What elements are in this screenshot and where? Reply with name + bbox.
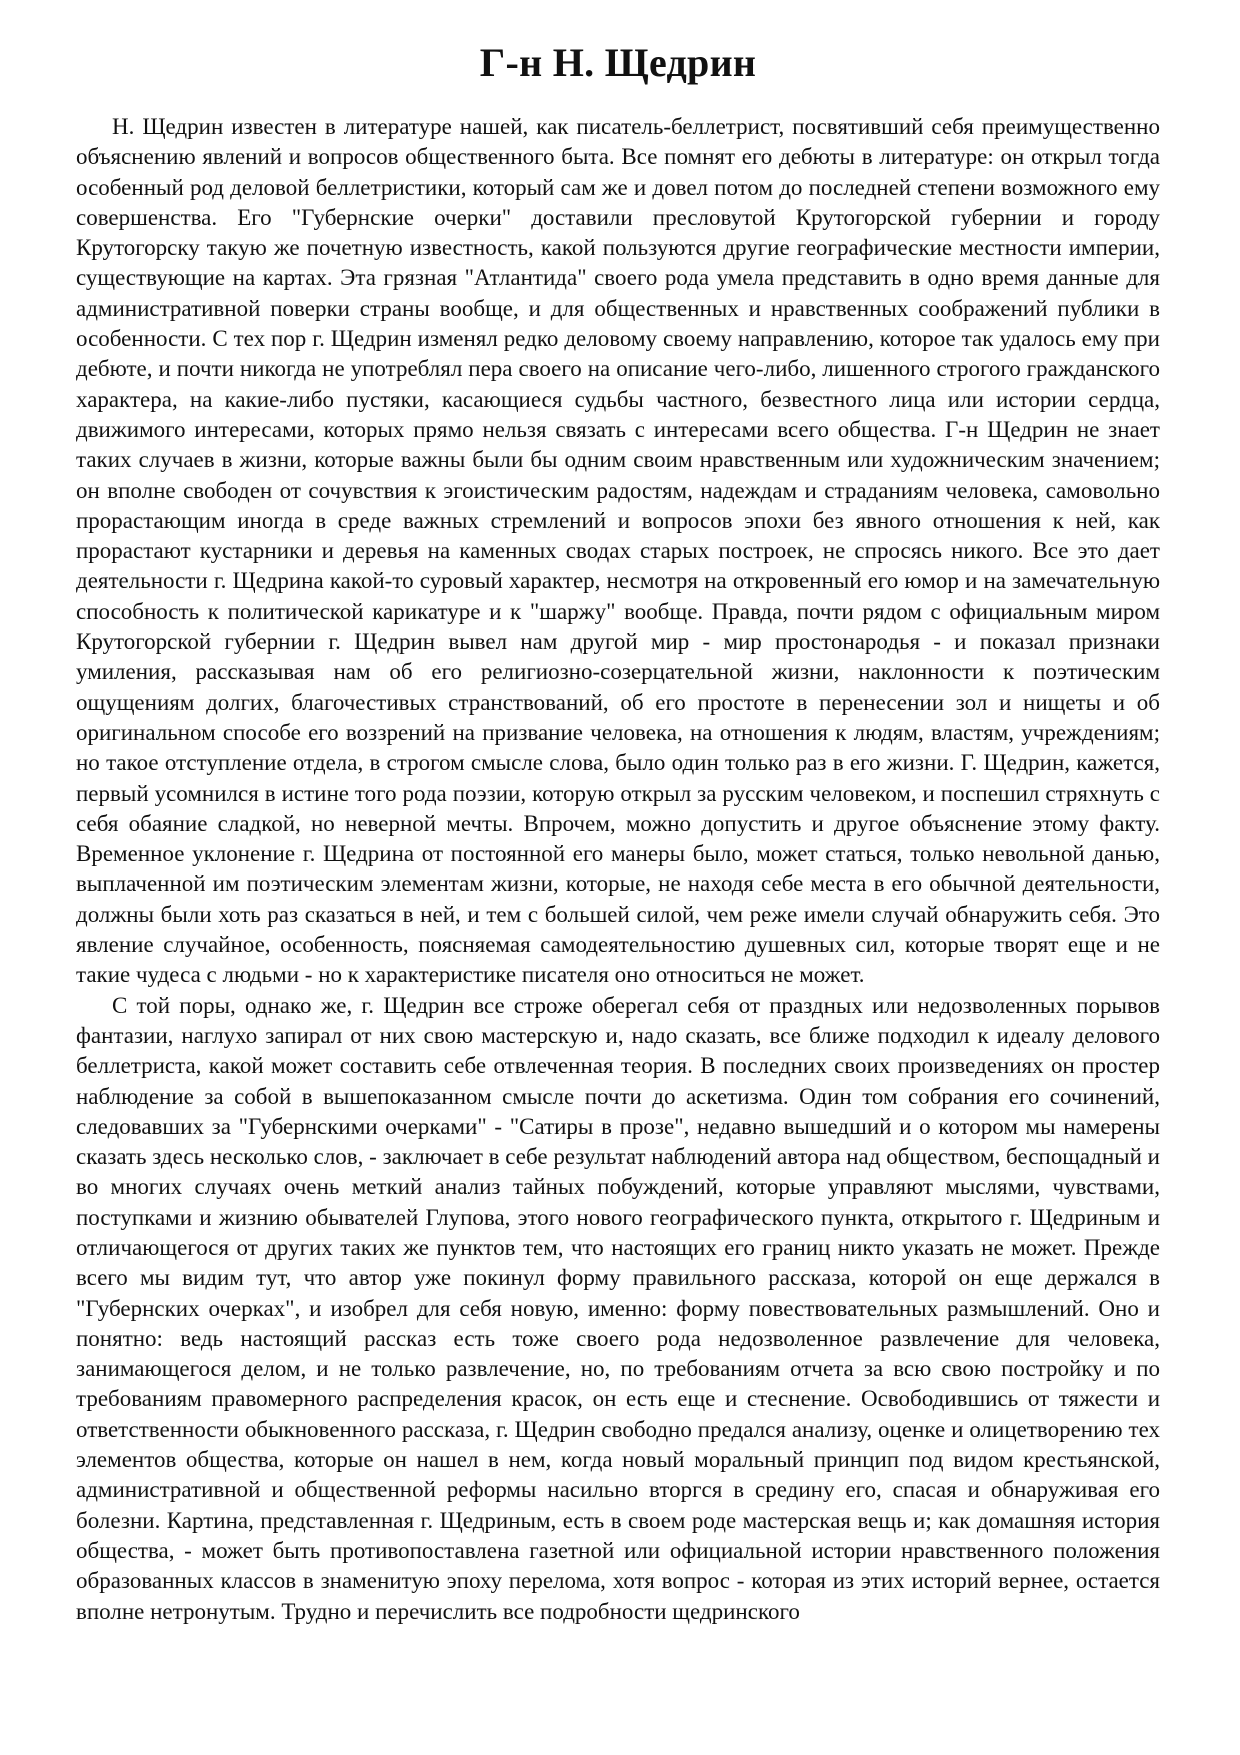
paragraph: Н. Щедрин известен в литературе нашей, как писатель-беллетрист, посвятивший себя преимущественно объяснению явлений и вопросов общественного быта. Все помнят его дебюты в литературе: он открыл тогда особенный род деловой беллетристики, который сам же и довел потом до последней степени возможного ему совершенства. Его "Губернские очерки" доставили пресловутой Крутогорской губернии и городу Крутогорску такую же почетную известность, какой пользуются другие географические местности империи, существующие на картах. Эта грязная "Атлантида" своего рода умела представить в одно время данные для административной поверки страны вообще, и для общественных и нравственных соображений публики в особенности. С тех пор г. Щедрин изменял редко деловому своему направлению, которое так удалось ему при дебюте, и почти никогда не употреблял пера своего на описание чего-либо, лишенного строгого гражданского характера, на какие-либо пустяки, касающиеся судьбы частного, безвестного лица или истории сердца, движимого интересами, которых прямо нельзя связать с интересами всего общества. Г-н Щедрин не знает таких случаев в жизни, которые важны были бы одним своим нравственным или художническим значением; он вполне свободен от сочувствия к эгоистическим радостям, надеждам и страданиям человека, самовольно прорастающим иногда в среде важных стремлений и вопросов эпохи без явного отношения к ней, как прорастают кустарники и деревья на каменных сводах старых построек, не спросясь никого. Все это дает деятельности г. Щедрина какой-то суровый характер, несмотря на откровенный его юмор и на замечательную способность к политической карикатуре и к "шаржу" вообще. Правда, почти рядом с официальным миром Крутогорской губернии г. Щедрин вывел нам другой мир - мир простонародья - и показал признаки умиления, рассказывая нам об его религиозно-созерцательной жизни, наклонности к поэтическим ощущениям долгих, благочестивых странствований, об его простоте в перенесении зол и нищеты и об оригинальном способе его воззрений на призвание человека, на отношения к людям, властям, учреждениям; но такое отступление отдела, в строгом смысле слова, было один только раз в его жизни. Г. Щедрин, кажется, первый усомнился в истине того рода поэзии, которую открыл за русским человеком, и поспешил стряхнуть с себя обаяние сладкой, но неверной мечты. Впрочем, можно допустить и другое объяснение этому факту. Временное уклонение г. Щедрина от постоянной его манеры было, может статься, только невольной данью, выплаченной им поэтическим элементам жизни, которые, не находя себе места в его обычной деятельности, должны были хоть раз сказаться в ней, и тем с большей силой, чем реже имели случай обнаружить себя. Это явление случайное, особенность, поясняемая самодеятельностию душевных сил, которые творят еще и не такие чудеса с людьми - но к характеристике писателя оно относиться не может. <box>76 114 1160 988</box>
page-title: Г-н Н. Щедрин <box>479 40 757 85</box>
document-page <box>76 34 1160 1734</box>
paragraph: С той поры, однако же, г. Щедрин все строже оберегал себя от праздных или недозволенных порывов фантазии, наглухо запирал от них свою мастерскую и, надо сказать, все ближе подходил к идеалу делового беллетриста, какой может составить себе отвлеченная теория. В последних своих произведениях он простер наблюдение за собой в вышепоказанном смысле почти до аскетизма. Один том собрания его сочинений, следовавших за "Губернскими очерками" - "Сатиры в прозе", недавно вышедший и о котором мы намерены сказать здесь несколько слов, - заключает в себе результат наблюдений автора над обществом, беспощадный и во многих случаях очень меткий анализ тайных побуждений, которые управляют мыслями, чувствами, поступками и жизнию обывателей Глупова, этого нового географического пункта, открытого г. Щедриным и отличающегося от других таких же пунктов тем, что настоящих его границ никто указать не может. Прежде всего мы видим тут, что автор уже покинул форму правильного рассказа, которой он еще держался в "Губернских очерках", и изобрел для себя новую, именно: форму повествовательных размышлений. Оно и понятно: ведь настоящий рассказ есть тоже своего рода недозволенное развлечение для человека, занимающегося делом, и не только развлечение, но, по требованиям отчета за всю свою постройку и по требованиям правомерного распределения красок, он есть еще и стеснение. Освободившись от тяжести и ответственности обыкновенного рассказа, г. Щедрин свободно предался анализу, оценке и олицетворению тех элементов общества, которые он нашел в нем, когда новый моральный принцип под видом крестьянской, административной и общественной реформы насильно вторгся в средину его, спасая и обнаруживая его болезни. Картина, представленная г. Щедриным, есть в своем роде мастерская вещь и; как домашняя история общества, - может быть противопоставлена газетной или официальной истории нравственного положения образованных классов в знаменитую эпоху перелома, хотя вопрос - которая из этих историй вернее, остается вполне нетронутым. Трудно и перечислить все подробности щедринского <box>76 992 1160 1624</box>
